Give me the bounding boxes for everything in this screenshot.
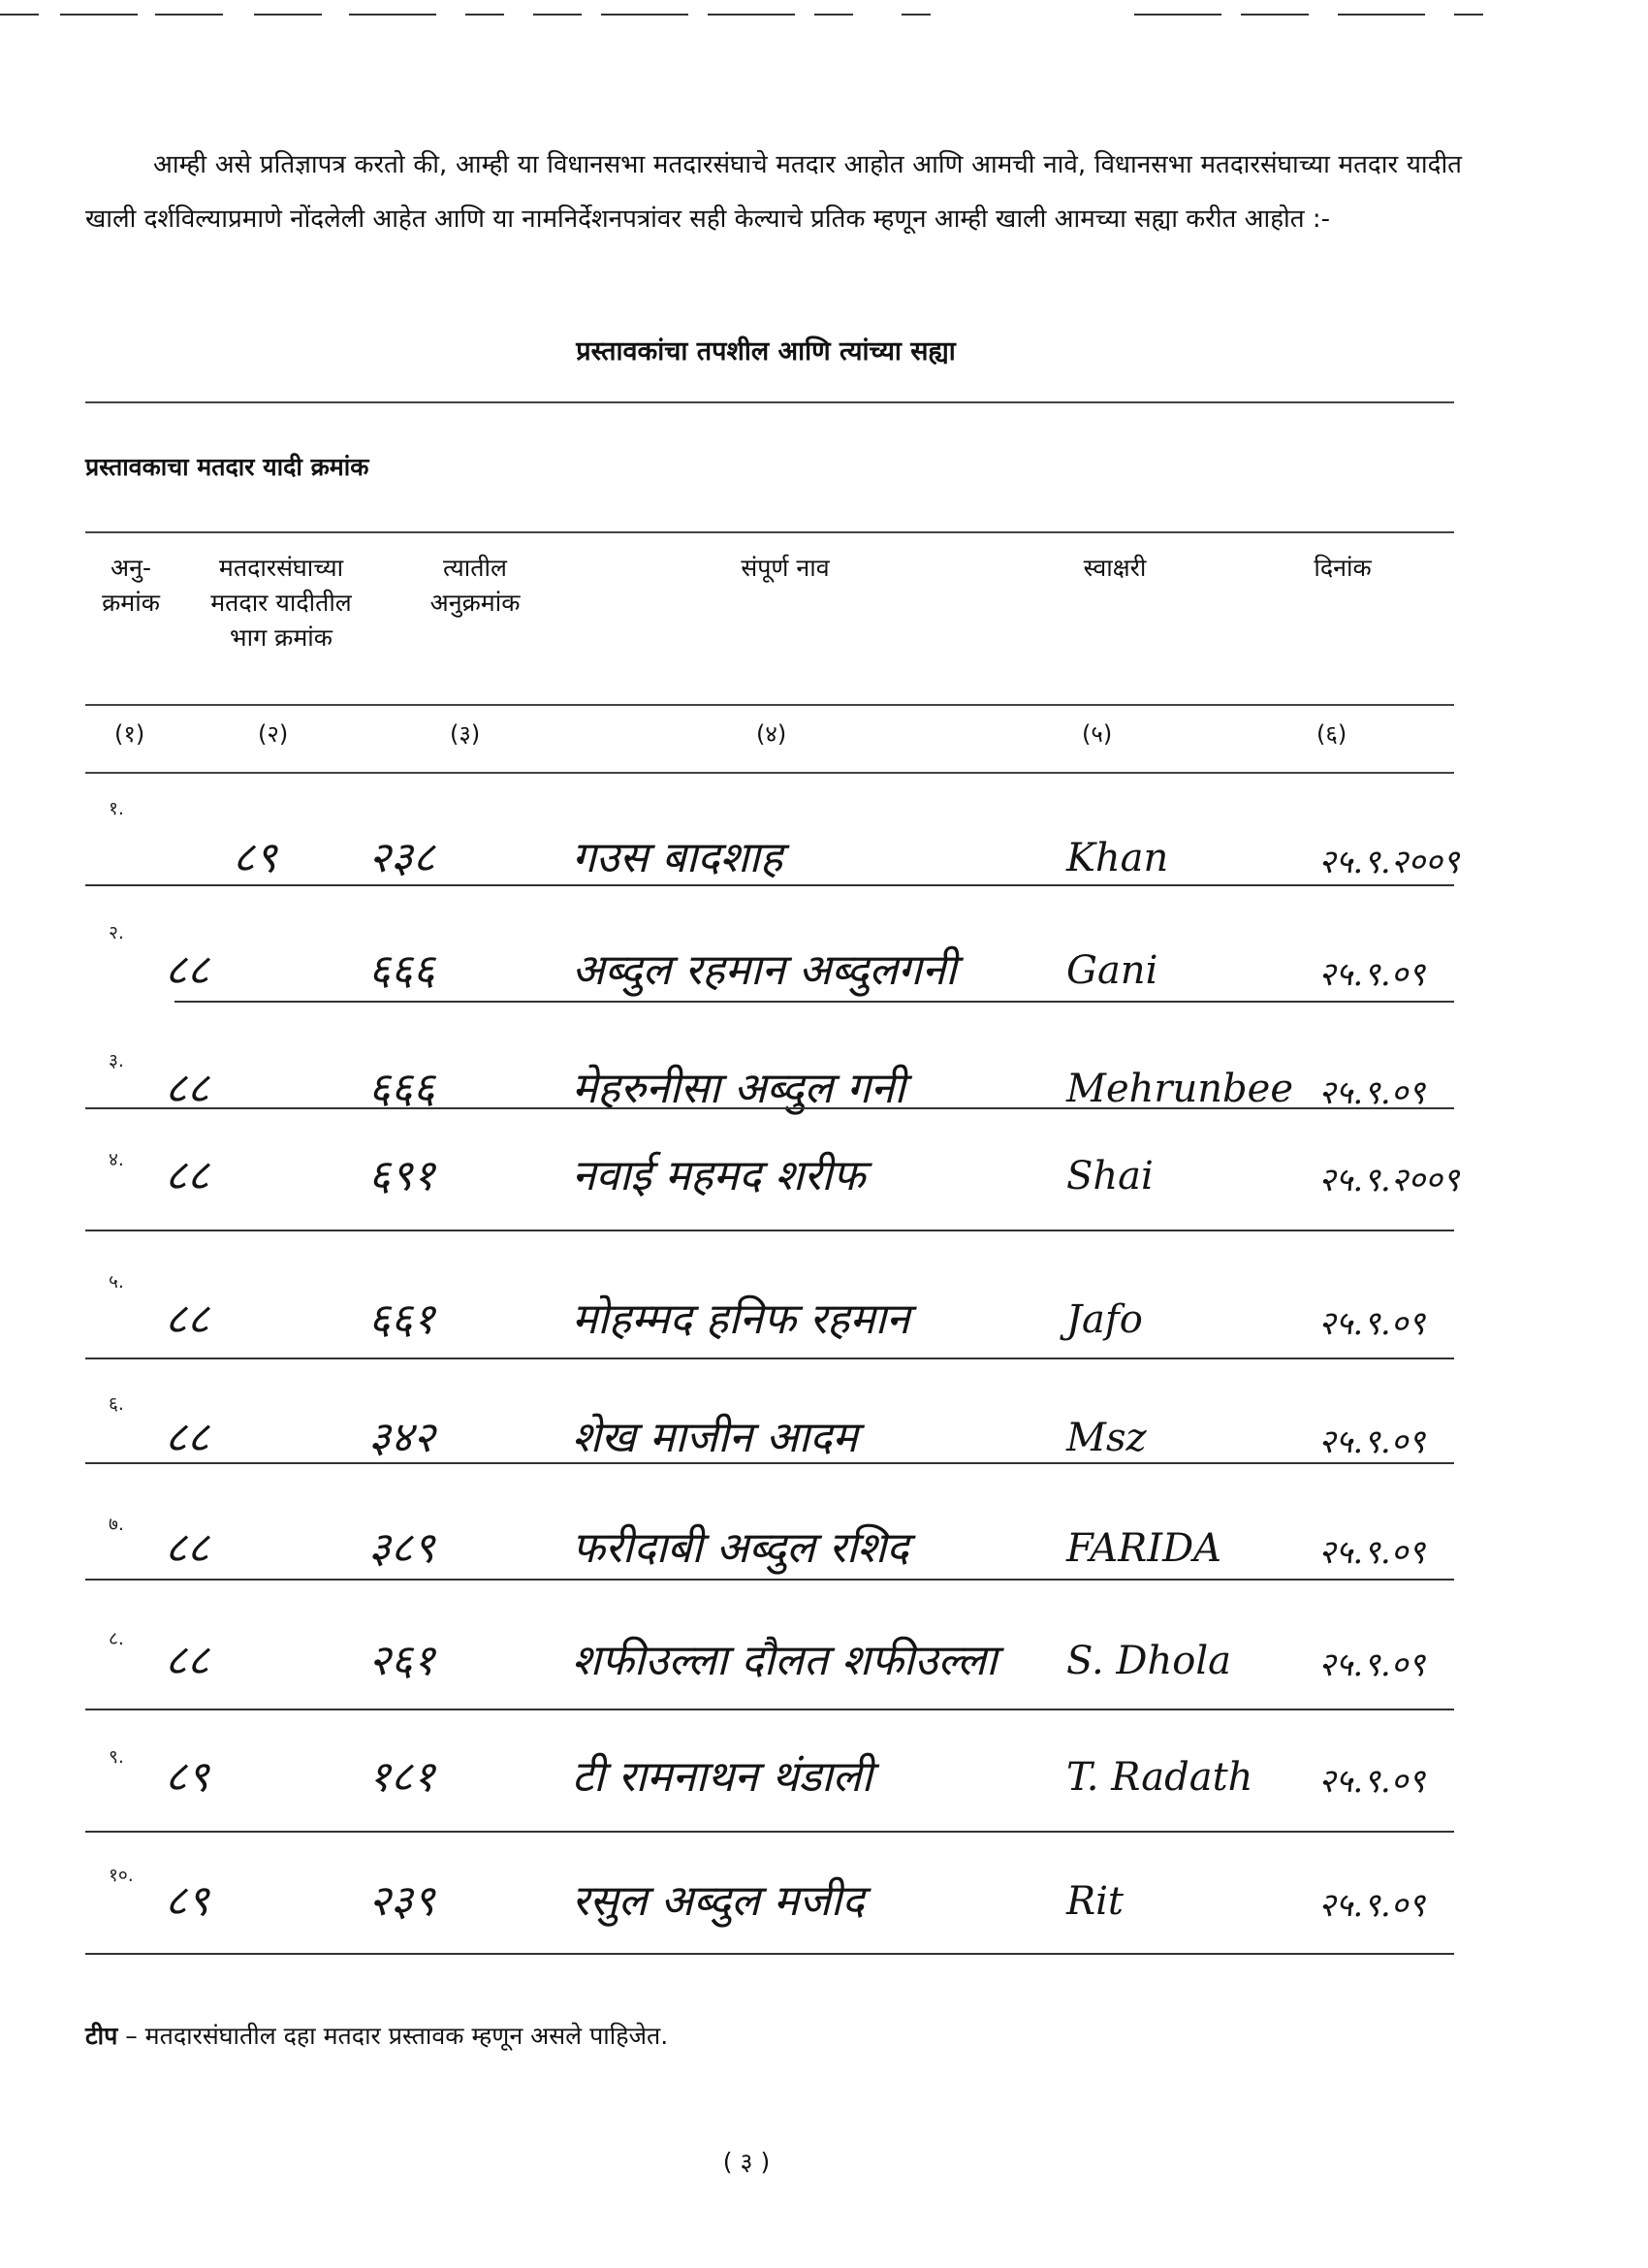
part-number: ८८ — [165, 945, 209, 995]
signature: Mehrunbee — [1066, 1067, 1293, 1111]
row-divider — [85, 1230, 1454, 1231]
full-name: फरीदाबी अब्दुल रशिद — [572, 1523, 909, 1573]
signature: Rit — [1066, 1879, 1124, 1924]
scan-edge-mark — [708, 14, 795, 16]
part-number: ८८ — [165, 1636, 209, 1685]
row-number: ७. — [109, 1514, 124, 1535]
row-number: ४. — [109, 1149, 124, 1170]
serial-number: ६६६ — [368, 945, 435, 995]
row-divider — [85, 1462, 1454, 1464]
date: २५.९.०९ — [1318, 955, 1426, 994]
row-divider — [85, 1709, 1454, 1710]
row-divider — [85, 1831, 1454, 1833]
part-number: ८८ — [165, 1413, 209, 1462]
serial-number: २६१ — [368, 1636, 435, 1685]
full-name: नवाई महमद शरीफ — [572, 1151, 866, 1200]
date: २५.९.०९ — [1318, 1304, 1426, 1343]
column-number: (१) — [114, 720, 145, 748]
date: २५.९.२००९ — [1318, 843, 1460, 881]
row-number: ३. — [109, 1050, 124, 1071]
row-number: २. — [109, 922, 124, 943]
scan-edge-mark — [465, 14, 504, 16]
signature: Khan — [1066, 836, 1169, 880]
column-header-signature: स्वाक्षरी — [1083, 554, 1147, 582]
part-number: ८९ — [165, 1876, 209, 1926]
full-name: मेहरुनीसा अब्दुल गनी — [572, 1064, 905, 1113]
column-number: (३) — [450, 720, 481, 748]
date: २५.९.२००९ — [1318, 1161, 1460, 1199]
date: २५.९.०९ — [1318, 1645, 1426, 1684]
row-number: १. — [109, 798, 124, 819]
part-number: ८८ — [165, 1151, 209, 1200]
date: २५.९.०९ — [1318, 1422, 1426, 1461]
scan-edge-mark — [1241, 14, 1309, 16]
scan-edge-mark — [0, 14, 39, 16]
part-number: ८९ — [233, 833, 277, 882]
serial-number: ६९१ — [368, 1151, 435, 1200]
row-number: ६. — [109, 1393, 124, 1415]
divider — [85, 772, 1454, 774]
full-name: शफीउल्ला दौलत शफीउल्ला — [572, 1636, 998, 1685]
note: टीप – मतदारसंघातील दहा मतदार प्रस्तावक म्हणून असले पाहिजेत. — [85, 2022, 669, 2050]
row-divider — [85, 1579, 1454, 1581]
part-number: ८८ — [165, 1523, 209, 1573]
full-name: शेख माजीन आदम — [572, 1413, 858, 1462]
signature: Jafo — [1066, 1297, 1143, 1342]
part-number: ८८ — [165, 1294, 209, 1344]
serial-number: ३८९ — [368, 1523, 435, 1573]
scan-edge-mark — [155, 14, 223, 16]
scan-edge-mark — [902, 14, 931, 16]
row-number: ५. — [109, 1271, 124, 1293]
row-number: ९. — [109, 1746, 124, 1768]
column-number: (४) — [756, 720, 787, 748]
scan-edge-mark — [349, 14, 436, 16]
column-header-serial: अनु- क्रमांक — [102, 554, 160, 617]
signature: Shai — [1066, 1154, 1154, 1198]
column-header-date: दिनांक — [1314, 554, 1372, 582]
row-number: ८. — [109, 1628, 124, 1649]
row-divider — [174, 1001, 1454, 1003]
signature: S. Dhola — [1066, 1639, 1231, 1683]
serial-number: ३४२ — [368, 1413, 435, 1462]
full-name: अब्दुल रहमान अब्दुलगनी — [572, 945, 957, 995]
row-divider — [85, 1358, 1454, 1359]
signature: Gani — [1066, 948, 1158, 993]
serial-number: २३९ — [368, 1876, 435, 1926]
full-name: मोहम्मद हनिफ रहमान — [572, 1294, 910, 1344]
serial-number: २३८ — [368, 833, 435, 882]
signature: T. Radath — [1066, 1755, 1253, 1800]
divider — [85, 704, 1454, 706]
scan-edge-mark — [601, 14, 688, 16]
scan-edge-mark — [533, 14, 582, 16]
scan-edge-mark — [1454, 14, 1483, 16]
date: २५.९.०९ — [1318, 1886, 1426, 1925]
column-header-serial-in-part: त्यातील अनुक्रमांक — [429, 554, 521, 617]
serial-number: ६६६ — [368, 1064, 435, 1113]
divider — [85, 531, 1454, 533]
full-name: गउस बादशाह — [572, 833, 783, 882]
row-divider — [85, 1107, 1454, 1109]
voter-list-subtitle: प्रस्तावकाचा मतदार यादी क्रमांक — [85, 453, 369, 481]
date: २५.९.०९ — [1318, 1073, 1426, 1112]
date: २५.९.०९ — [1318, 1533, 1426, 1572]
part-number: ८९ — [165, 1752, 209, 1802]
part-number: ८८ — [165, 1064, 209, 1113]
date: २५.९.०९ — [1318, 1762, 1426, 1801]
column-number: (६) — [1316, 720, 1347, 748]
serial-number: १८१ — [368, 1752, 435, 1802]
column-number: (२) — [258, 720, 289, 748]
scan-edge-mark — [1338, 14, 1425, 16]
declaration-paragraph: आम्ही असे प्रतिज्ञापत्र करतो की, आम्ही या विधानसभा मतदारसंघाचे मतदार आहोत आणि आमची नावे, विधानसभा मतदारसंघाच्या मतदार यादीत खाली दर्शविल्याप्रमाणे नोंदलेली आहेत आणि या नामनिर्देशनपत्रांवर सही केल्याचे प्रतिक म्हणून आम्ही खाली आमच्या सह्या करीत आहोत :- — [85, 150, 1462, 234]
signature: Msz — [1066, 1416, 1147, 1460]
row-divider — [85, 1953, 1454, 1955]
page-number: ( ३ ) — [722, 2148, 771, 2176]
scan-edge-mark — [60, 14, 138, 16]
column-header-full-name: संपूर्ण नाव — [741, 554, 830, 582]
full-name: टी रामनाथन थंडाली — [572, 1752, 872, 1802]
column-number: (५) — [1082, 720, 1113, 748]
column-header-part-number: मतदारसंघाच्या मतदार यादीतील भाग क्रमांक — [210, 554, 352, 652]
signature: FARIDA — [1066, 1526, 1222, 1571]
scan-edge-mark — [254, 14, 322, 16]
scan-edge-mark — [1134, 14, 1221, 16]
row-divider — [85, 884, 1454, 886]
serial-number: ६६१ — [368, 1294, 435, 1344]
divider — [85, 401, 1454, 403]
full-name: रसुल अब्दुल मजीद — [572, 1876, 865, 1926]
row-number: १०. — [109, 1865, 134, 1886]
section-title: प्रस्तावकांचा तपशील आणि त्यांच्या सह्या — [576, 336, 956, 367]
scan-edge-mark — [814, 14, 853, 16]
